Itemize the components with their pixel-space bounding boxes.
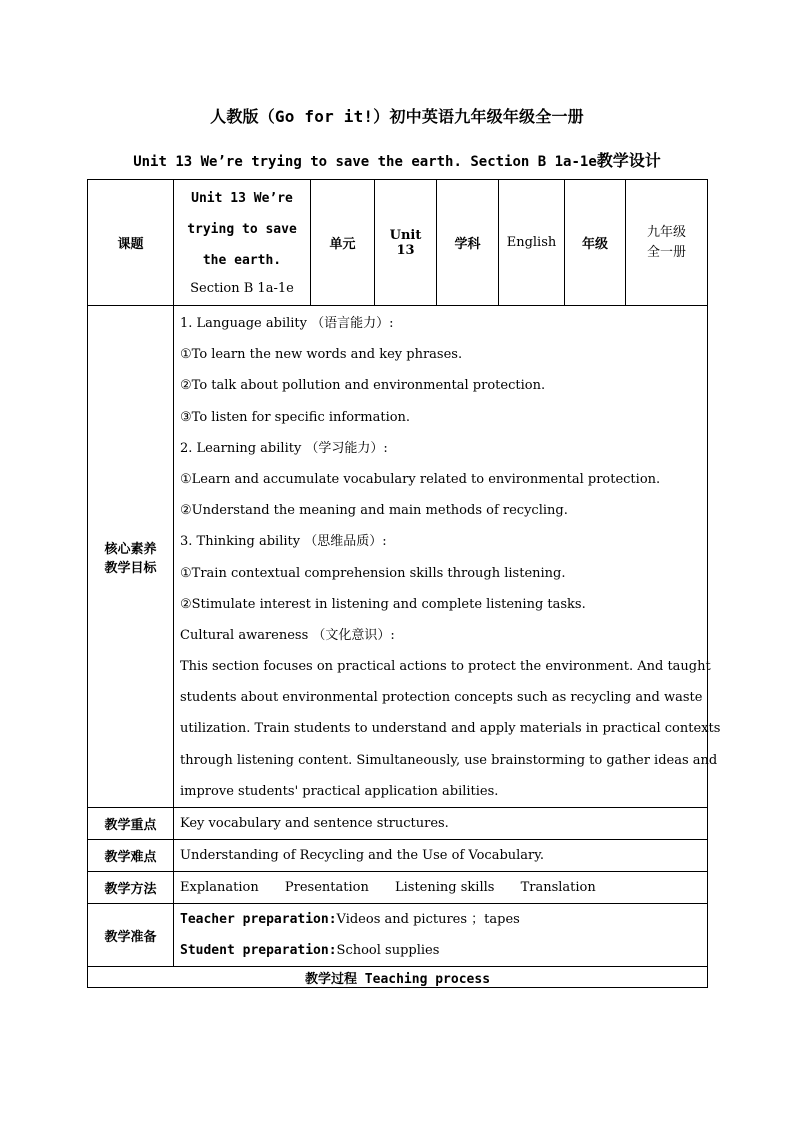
difficulties-row (88, 840, 708, 872)
preparation-value (174, 904, 708, 967)
objective-line: 3. Thinking ability （思维品质）: (180, 534, 387, 550)
method-item: Listening skills (395, 880, 495, 895)
topic-value (174, 180, 311, 306)
difficulties-value: Understanding of Recycling and the Use of Vocabulary. (174, 840, 708, 872)
grade-value-line-1: 九年级 (646, 224, 686, 240)
objective-line: ③To listen for specific information. (180, 409, 411, 425)
objectives-content (174, 306, 721, 808)
unit-value: Unit 13 (375, 180, 437, 306)
objective-line: ①Train contextual comprehension skills through listening. (180, 565, 566, 581)
objective-line: Cultural awareness （文化意识）: (180, 627, 395, 643)
objective-line: 2. Learning ability （学习能力）: (180, 440, 388, 456)
topic-label: 课题 (88, 180, 174, 306)
topic-line-3: the earth. (202, 253, 282, 268)
objective-line: ②To talk about pollution and environmental protection. (180, 378, 546, 394)
preparation-label: 教学准备 (88, 904, 174, 967)
objectives-label (88, 306, 174, 808)
teacher-preparation-label: Teacher preparation: (180, 912, 337, 927)
student-preparation (180, 935, 701, 966)
cultural-paragraph-line: students about environmental protection concepts such as recycling and waste (180, 690, 703, 706)
difficulties-label: 教学难点 (88, 840, 174, 872)
objective-line: 1. Language ability （语言能力）: (180, 316, 394, 331)
cultural-paragraph-line: improve students' practical application abilities. (180, 783, 499, 799)
subtitle-chinese: 教学设计 (596, 151, 661, 170)
cultural-paragraph-line: through listening content. Simultaneously, use brainstorming to gather ideas and (180, 752, 718, 768)
topic-line-1: Unit 13 We’re (191, 191, 293, 206)
cultural-paragraph-line: This section focuses on practical actions to protect the environment. And taught (180, 659, 711, 675)
topic-line-2: trying to save (187, 222, 297, 237)
objective-line: ②Stimulate interest in listening and complete listening tasks. (180, 596, 586, 612)
teacher-preparation-value: Videos and pictures ；tapes (336, 912, 520, 927)
grade-value-line-2: 全一册 (646, 244, 686, 260)
subject-value: English (499, 180, 565, 306)
grade-value (626, 180, 708, 306)
student-preparation-value: School supplies (336, 943, 440, 958)
lesson-plan-table (87, 179, 721, 988)
key-points-value: Key vocabulary and sentence structures. (174, 808, 708, 840)
objective-line: ①To learn the new words and key phrases. (180, 347, 463, 363)
methods-label: 教学方法 (88, 872, 174, 904)
methods-row (88, 872, 708, 904)
subtitle-english: Unit 13 We’re trying to save the earth. Section B 1a-1e (133, 154, 597, 170)
student-preparation-label: Student preparation: (180, 943, 337, 958)
document-subtitle (0, 148, 794, 171)
preparation-row (88, 904, 708, 967)
method-item: Presentation (284, 880, 369, 895)
key-points-label: 教学重点 (88, 808, 174, 840)
objectives-label-line-2: 教学目标 (104, 560, 157, 576)
subject-label: 学科 (437, 180, 499, 306)
key-points-row (88, 808, 708, 840)
methods-value (174, 872, 708, 904)
objective-line: ①Learn and accumulate vocabulary related to environmental protection. (180, 471, 661, 487)
topic-line-4: Section B 1a-1e (190, 281, 294, 296)
info-row (88, 180, 708, 306)
objectives-label-line-1: 核心素养 (104, 541, 157, 557)
method-item: Explanation (180, 880, 259, 895)
cultural-paragraph-line: utilization. Train students to understand and apply materials in practical contexts (180, 721, 721, 737)
teaching-process-header: 教学过程 Teaching process (88, 967, 708, 988)
objective-line: ②Understand the meaning and main methods of recycling. (180, 503, 568, 519)
teacher-preparation (180, 904, 701, 935)
objectives-row (88, 306, 708, 808)
grade-label: 年级 (565, 180, 626, 306)
unit-label: 单元 (311, 180, 375, 306)
document-title: 人教版（Go for it!）初中英语九年级年级全一册 (210, 107, 584, 126)
method-item: Translation (520, 880, 596, 895)
process-row (88, 967, 708, 988)
